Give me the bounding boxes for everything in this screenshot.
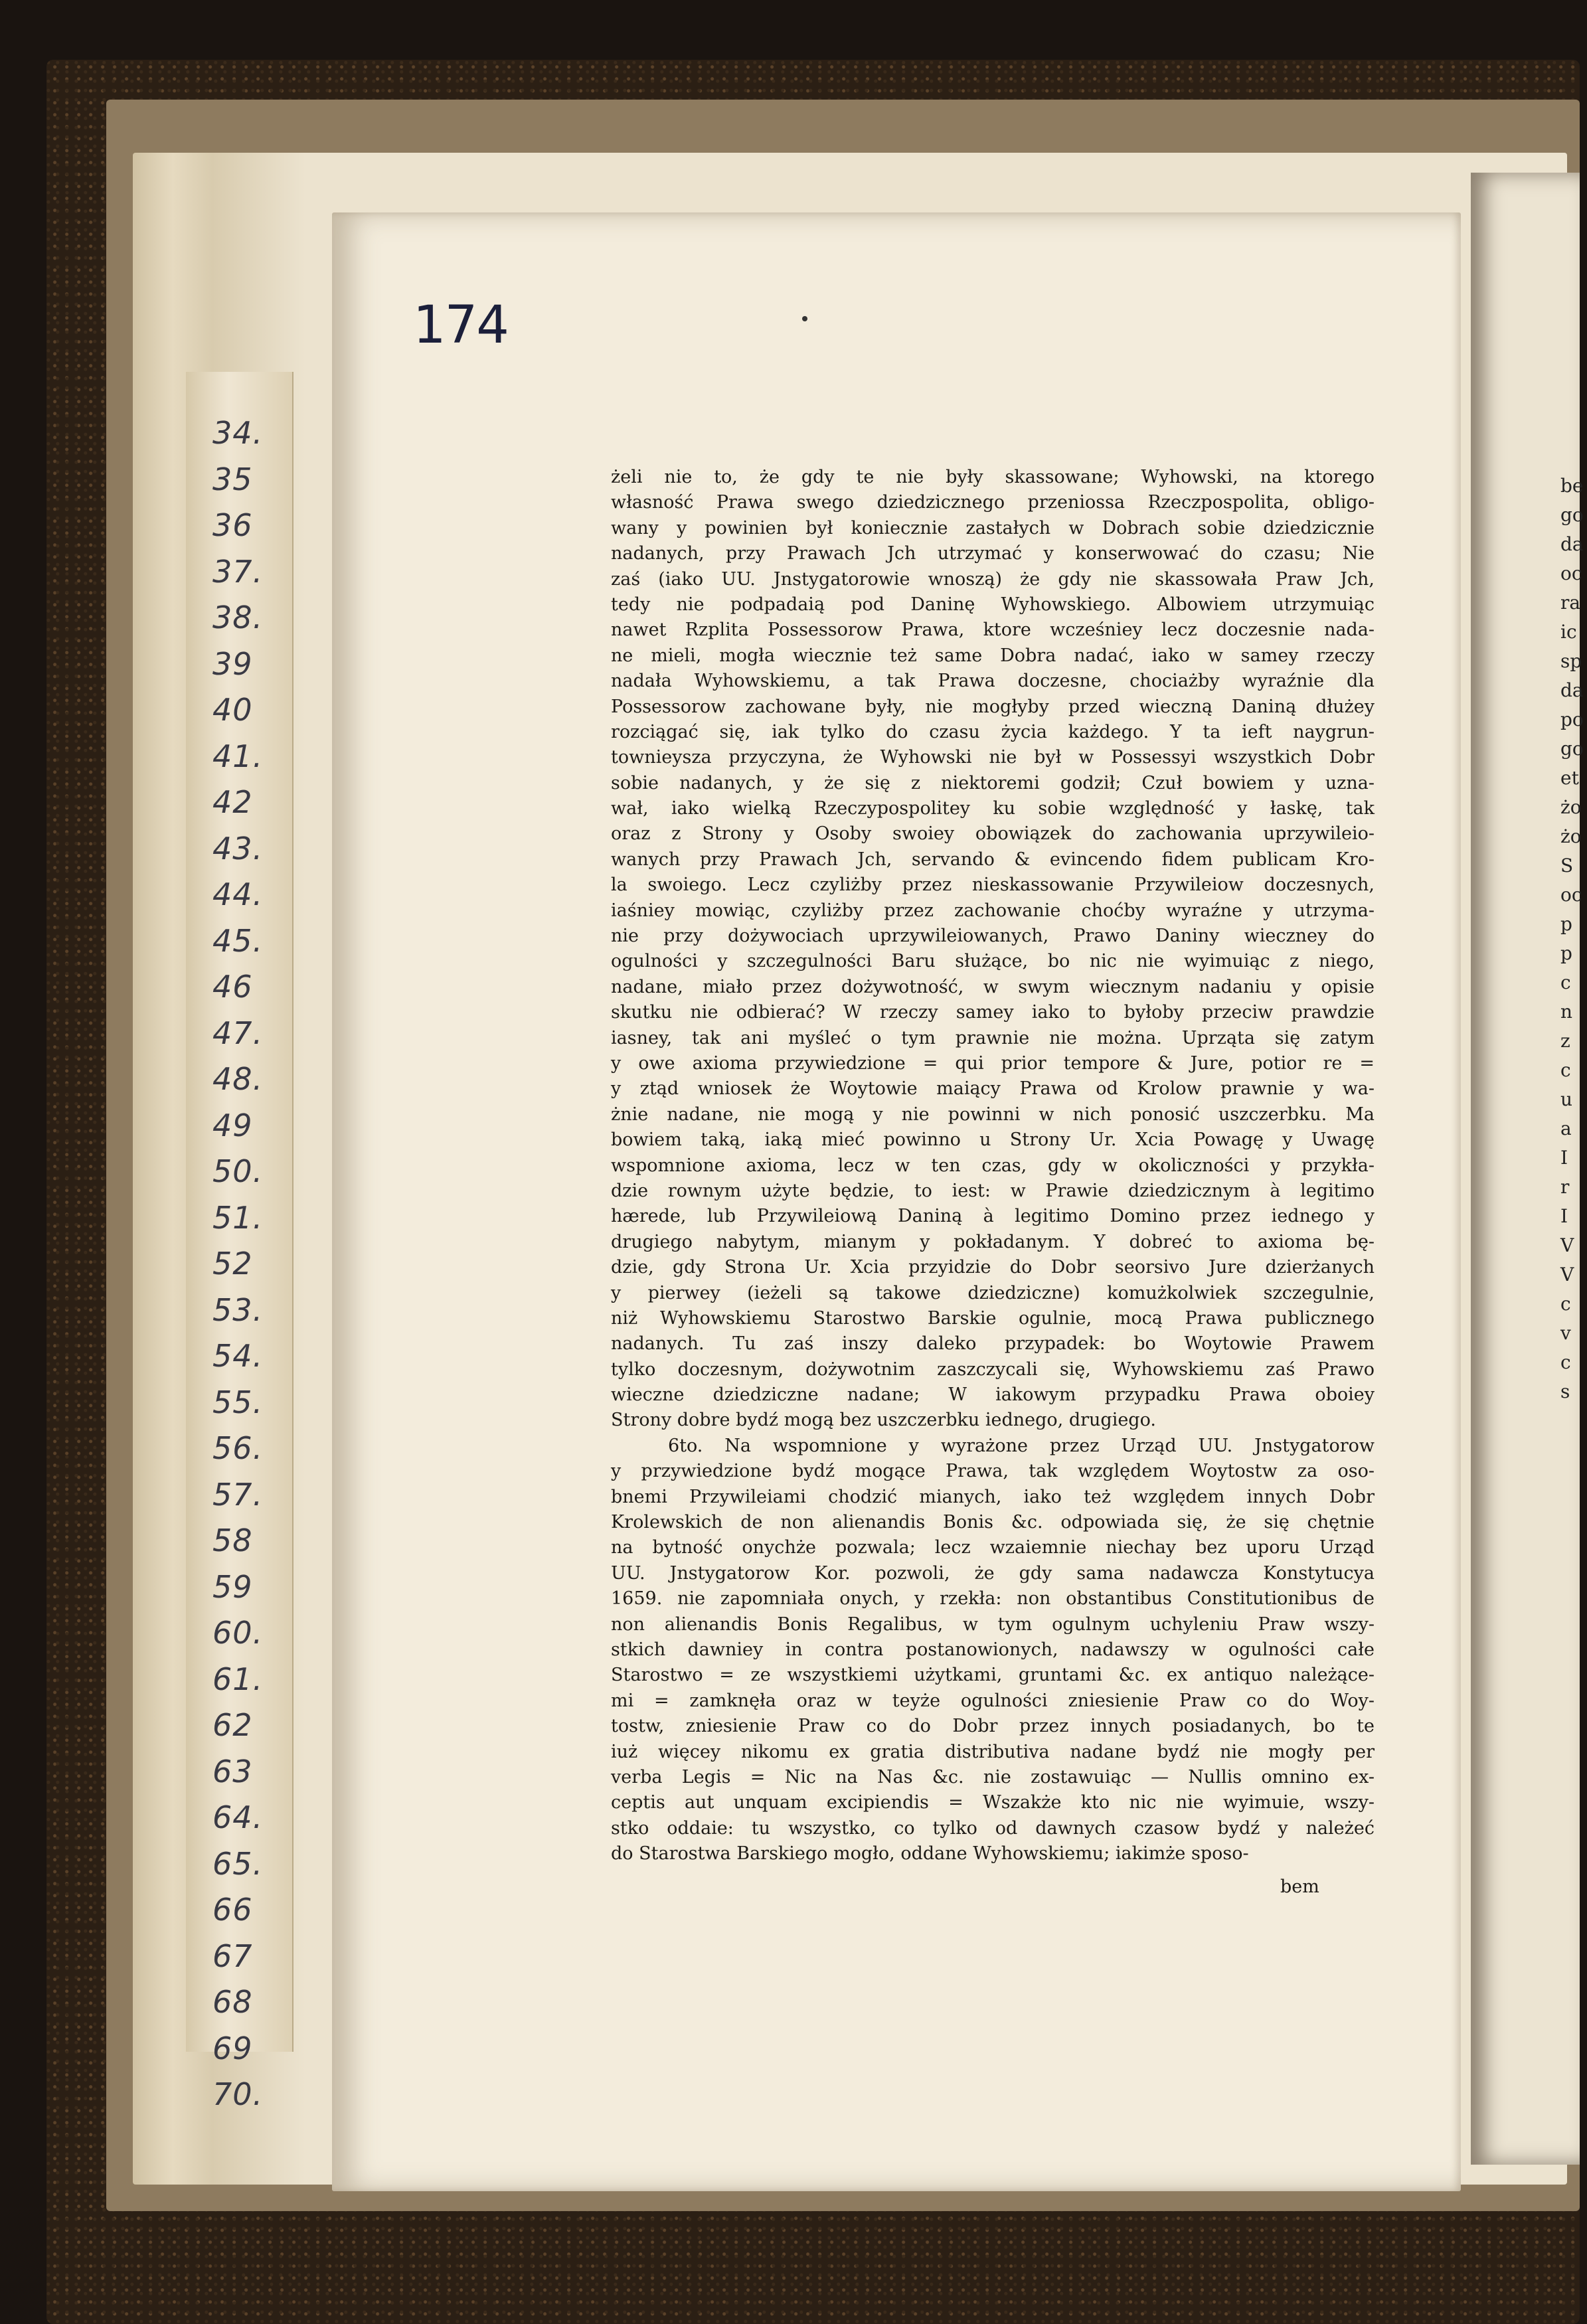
text-line: Krolewskich de non alienandis Bonis &c. odpowiada się, że się chętnie [611, 1512, 1375, 1533]
index-tab-number: 67 [212, 1938, 253, 1974]
text-line: dzie, gdy Strona Ur. Xcia przyidzie do Dobr seorsivo Jure dzierżanych [611, 1257, 1375, 1278]
text-line: zaś (iako UU. Jnstygatorowie wnoszą) że gdy nie skassowała Praw Jch, [611, 568, 1375, 590]
index-tab-number: 40 [212, 692, 253, 728]
text-line: na bytność onychże pozwala; lecz wzaiemnie niechay bez uporu Urząd [611, 1537, 1375, 1558]
facing-page-letter: I [1560, 1147, 1568, 1169]
index-tab-number: 34. [212, 415, 264, 451]
index-tab-number: 46 [212, 969, 253, 1005]
text-line: nie przy dożywociach uprzywileiowanych, Prawo Daniny wieczney do [611, 926, 1375, 947]
text-line: non alienandis Bonis Regalibus, w tym ogulnym uchyleniu Praw wszy- [611, 1614, 1375, 1635]
index-tab-number: 57. [212, 1476, 264, 1513]
index-tab-number: 64. [212, 1799, 264, 1835]
index-tab-number: 42 [212, 784, 253, 820]
text-line: Strony dobre bydź mogą bez uszczerbku iednego, drugiego. [611, 1410, 1156, 1431]
text-line: ceptis aut unquam excipiendis = Wszakże kto nic nie wyimuie, wszy- [611, 1792, 1375, 1813]
text-line: la swoiego. Lecz czyliżby przez nieskassowanie Przywileiow doczesnych, [611, 874, 1375, 896]
facing-page-letter: p [1560, 942, 1572, 964]
text-line: niż Wyhowskiemu Starostwo Barskie ogulnie, mocą Prawa publicznego [611, 1307, 1375, 1329]
index-tab-number: 58 [212, 1523, 253, 1558]
text-line: dzie rownym użyte będzie, to iest: w Prawie dziedzicznym à legitimo [611, 1180, 1375, 1201]
index-tab-number: 65. [212, 1845, 264, 1882]
facing-page-letter: u [1560, 1088, 1573, 1110]
text-line: nawet Rzplita Possessorow Prawa, ktore wcześniey lecz doczesnie nada- [611, 620, 1375, 641]
index-tab-number: 53. [212, 1291, 264, 1328]
index-tab-number: 38. [212, 600, 264, 635]
facing-page-letter: c [1560, 1293, 1571, 1315]
text-line: nadanych. Tu zaś inszy daleko przypadek: bo Woytowie Prawem [611, 1333, 1375, 1355]
facing-page-letter: żo [1560, 796, 1582, 818]
index-tab-number: 56. [212, 1430, 264, 1466]
index-tab-number: 63 [212, 1753, 253, 1789]
page-text [611, 465, 1375, 1867]
facing-page-letter: n [1560, 1001, 1573, 1023]
index-tab-number: 44. [212, 876, 264, 912]
facing-page-letter: a [1560, 1118, 1572, 1139]
facing-page-letter: be [1560, 475, 1584, 497]
text-line: stko oddaie: tu wszystko, co tylko od dawnych czasow bydź y należeć [611, 1817, 1375, 1839]
index-tab-number: 49 [212, 1107, 253, 1143]
text-line: y owe axioma przywiedzione = qui prior tempore & Jure, potior re = [611, 1052, 1375, 1074]
text-line: nadała Wyhowskiemu, a tak Prawa doczesne, chociażby wyraźnie dla [611, 671, 1375, 692]
text-line: 1659. nie zapomniała onych, y rzekła: non obstantibus Constitutionibus de [611, 1588, 1375, 1610]
text-line: tedy nie podpadaią pod Daninę Wyhowskiego. Albowiem utrzymuiąc [611, 594, 1375, 615]
index-tab-number: 55. [212, 1384, 264, 1420]
index-tab-number: 61. [212, 1661, 264, 1697]
facing-page-letter: sp [1560, 650, 1582, 672]
facing-page-letter: I [1560, 1205, 1568, 1227]
text-line: bowiem taką, iaką mieć powinno u Strony Ur. Xcia Powagę y Uwagę [611, 1129, 1375, 1151]
page-number: 174 [413, 295, 508, 355]
index-tab-number: 62 [212, 1707, 253, 1743]
text-line: oraz z Strony y Osoby swoiey obowiązek do zachowania uprzywileio- [611, 823, 1375, 845]
text-line: hærede, lub Przywileiową Daniną à legitimo Domino przez iednego y [611, 1206, 1375, 1227]
facing-page-letter: po [1560, 708, 1584, 730]
index-tab-number: 60. [212, 1615, 264, 1651]
text-line: iasney, tak ani myśleć o tym prawnie nie można. Uprząta się zatym [611, 1027, 1375, 1048]
facing-page-letter: da [1560, 679, 1584, 701]
index-tab-number: 41. [212, 738, 264, 774]
facing-page-letter: V [1560, 1264, 1574, 1286]
index-tab-number: 48. [212, 1061, 264, 1097]
text-line: rozciągać się, iak tylko do czasu życia każdego. Y ta ieft naygrun- [611, 721, 1375, 742]
text-line: iuż więcey nikomu ex gratia distributiva nadane bydź nie mogły per [611, 1741, 1375, 1762]
text-line: stkich dawniey in contra postanowionych, nadawszy w ogulności całe [611, 1639, 1375, 1660]
index-tab-number: 50. [212, 1153, 264, 1189]
index-tab-number: 68 [212, 1984, 253, 2020]
text-line: nadane, miało przez dożywotność, w swym wiecznym nadaniu y opisie [611, 976, 1375, 997]
facing-page-letter: oc [1560, 884, 1582, 906]
facing-page-letter: s [1560, 1380, 1570, 1402]
facing-page-letter: r [1560, 1176, 1570, 1198]
facing-page-letter: p [1560, 913, 1572, 935]
facing-page-letter: ic [1560, 621, 1577, 643]
facing-page-letter: et [1560, 767, 1579, 789]
index-tab-number: 54. [212, 1338, 264, 1374]
text-line: mi = zamknęła oraz w teyże ogulności zniesienie Praw co do Woy- [611, 1690, 1375, 1711]
facing-page-letter: go [1560, 738, 1584, 760]
facing-page-letter: oc [1560, 562, 1582, 584]
catchword: bem [1280, 1876, 1319, 1897]
text-line: Possessorow zachowane były, nie mogłyby przed wieczną Daniną dłużey [611, 696, 1375, 717]
text-line: żnie nadane, nie mogą y nie powinni w nich ponosić uszczerbku. Ma [611, 1104, 1375, 1125]
text-line: ogulności y szczegulności Baru służące, bo nic nie wyimuiąc z niego, [611, 951, 1375, 972]
text-line: bnemi Przywileiami chodzić mianych, iako też względem innych Dobr [611, 1486, 1375, 1507]
facing-page-letter: c [1560, 1351, 1571, 1373]
facing-page-letter: ra [1560, 592, 1581, 614]
facing-page-letter: go [1560, 504, 1584, 526]
text-line: wany y powinien był koniecznie zastałych w Dobrach sobie dziedzicznie [611, 517, 1375, 539]
facing-page-letter: żo [1560, 825, 1582, 847]
index-tab-number: 52 [212, 1246, 253, 1282]
text-line: drugiego nabytym, mianym y pokładanym. Y dobreć to axioma bę- [611, 1231, 1375, 1252]
ink-dot [802, 316, 807, 321]
text-line: sobie nadanych, y że się z niektoremi godził; Czuł bowiem y uzna- [611, 772, 1375, 793]
index-tab-number: 51. [212, 1199, 264, 1236]
text-line: skutku nie odbierać? W rzeczy samey iako to byłoby przeciw prawdzie [611, 1002, 1375, 1023]
facing-page-letter: c [1560, 971, 1571, 993]
text-line: ne mieli, mogła wiecznie też same Dobra nadać, iako w samey rzeczy [611, 645, 1375, 666]
text-line: townieysza przyczyna, że Wyhowski nie był w Possessyi wszystkich Dobr [611, 747, 1375, 768]
text-line: wanych przy Prawach Jch, servando & evincendo fidem publicam Kro- [611, 849, 1375, 870]
index-tab-number: 36 [212, 507, 253, 543]
text-line: wspomnione axioma, lecz w ten czas, gdy w okoliczności y przykła- [611, 1155, 1375, 1176]
text-line: 6to. Na wspomnione y wyrażone przez Urząd UU. Jnstygatorow [668, 1435, 1375, 1456]
text-line: tostw, zniesienie Praw co do Dobr przez innych posiadanych, bo te [611, 1716, 1375, 1737]
text-line: do Starostwa Barskiego mogło, oddane Wyhowskiemu; iakimże sposo- [611, 1843, 1249, 1865]
text-line: wał, iako wielką Rzeczypospolitey ku sobie względność y łaskę, tak [611, 798, 1375, 819]
text-line: nadanych, przy Prawach Jch utrzymać y konserwować do czasu; Nie [611, 543, 1375, 564]
text-line: Starostwo = ze wszystkiemi użytkami, gruntami &c. ex antiquo należące- [611, 1665, 1375, 1686]
facing-page-letter: v [1560, 1322, 1571, 1344]
index-tab-number: 69 [212, 2030, 253, 2066]
index-tab-number: 59 [212, 1568, 253, 1605]
text-line: y przywiedzione bydź mogące Prawa, tak względem Woytostw za oso- [611, 1461, 1375, 1482]
index-tab-number: 37. [212, 553, 264, 590]
facing-page-letter: z [1560, 1030, 1570, 1052]
text-line: tylko doczesnym, dożywotnim zaszczycali się, Wyhowskiemu zaś Prawo [611, 1359, 1375, 1380]
index-tab-number: 47. [212, 1015, 264, 1051]
index-tab-number: 35 [212, 461, 253, 497]
index-tab-number: 66 [212, 1892, 253, 1928]
facing-page-letter: S [1560, 855, 1574, 876]
text-line: y pierwey (ieżeli są takowe dziedziczne) komużkolwiek szczegulnie, [611, 1282, 1375, 1303]
facing-page-letter: c [1560, 1059, 1571, 1081]
text-line: verba Legis = Nic na Nas &c. nie zostawuiąc — Nullis omnino ex- [611, 1766, 1375, 1787]
index-tab-number: 70. [212, 2076, 264, 2112]
text-line: żeli nie to, że gdy te nie były skassowane; Wyhowski, na ktorego [611, 467, 1375, 487]
facing-page-letter: V [1560, 1234, 1574, 1256]
text-line: y ztąd wniosek że Woytowie maiący Prawa od Krolow prawnie y wa- [611, 1078, 1375, 1100]
text-line: wieczne dziedziczne nadane; W iakowym przypadku Prawa oboiey [611, 1384, 1375, 1406]
index-tab-number: 39 [212, 645, 253, 682]
text-line: iaśniey mowiąc, czyliżby przez zachowanie choćby wyraźne y utrzyma- [611, 900, 1375, 921]
text-line: własność Prawa swego dziedzicznego przeniossa Rzeczpospolita, obligo- [611, 492, 1375, 513]
index-tab-number: 43. [212, 830, 264, 867]
text-line: UU. Jnstygatorow Kor. pozwoli, że gdy sama nadawcza Konstytucya [611, 1562, 1375, 1584]
facing-page-letter: da [1560, 533, 1584, 555]
index-tab-number: 45. [212, 922, 264, 959]
